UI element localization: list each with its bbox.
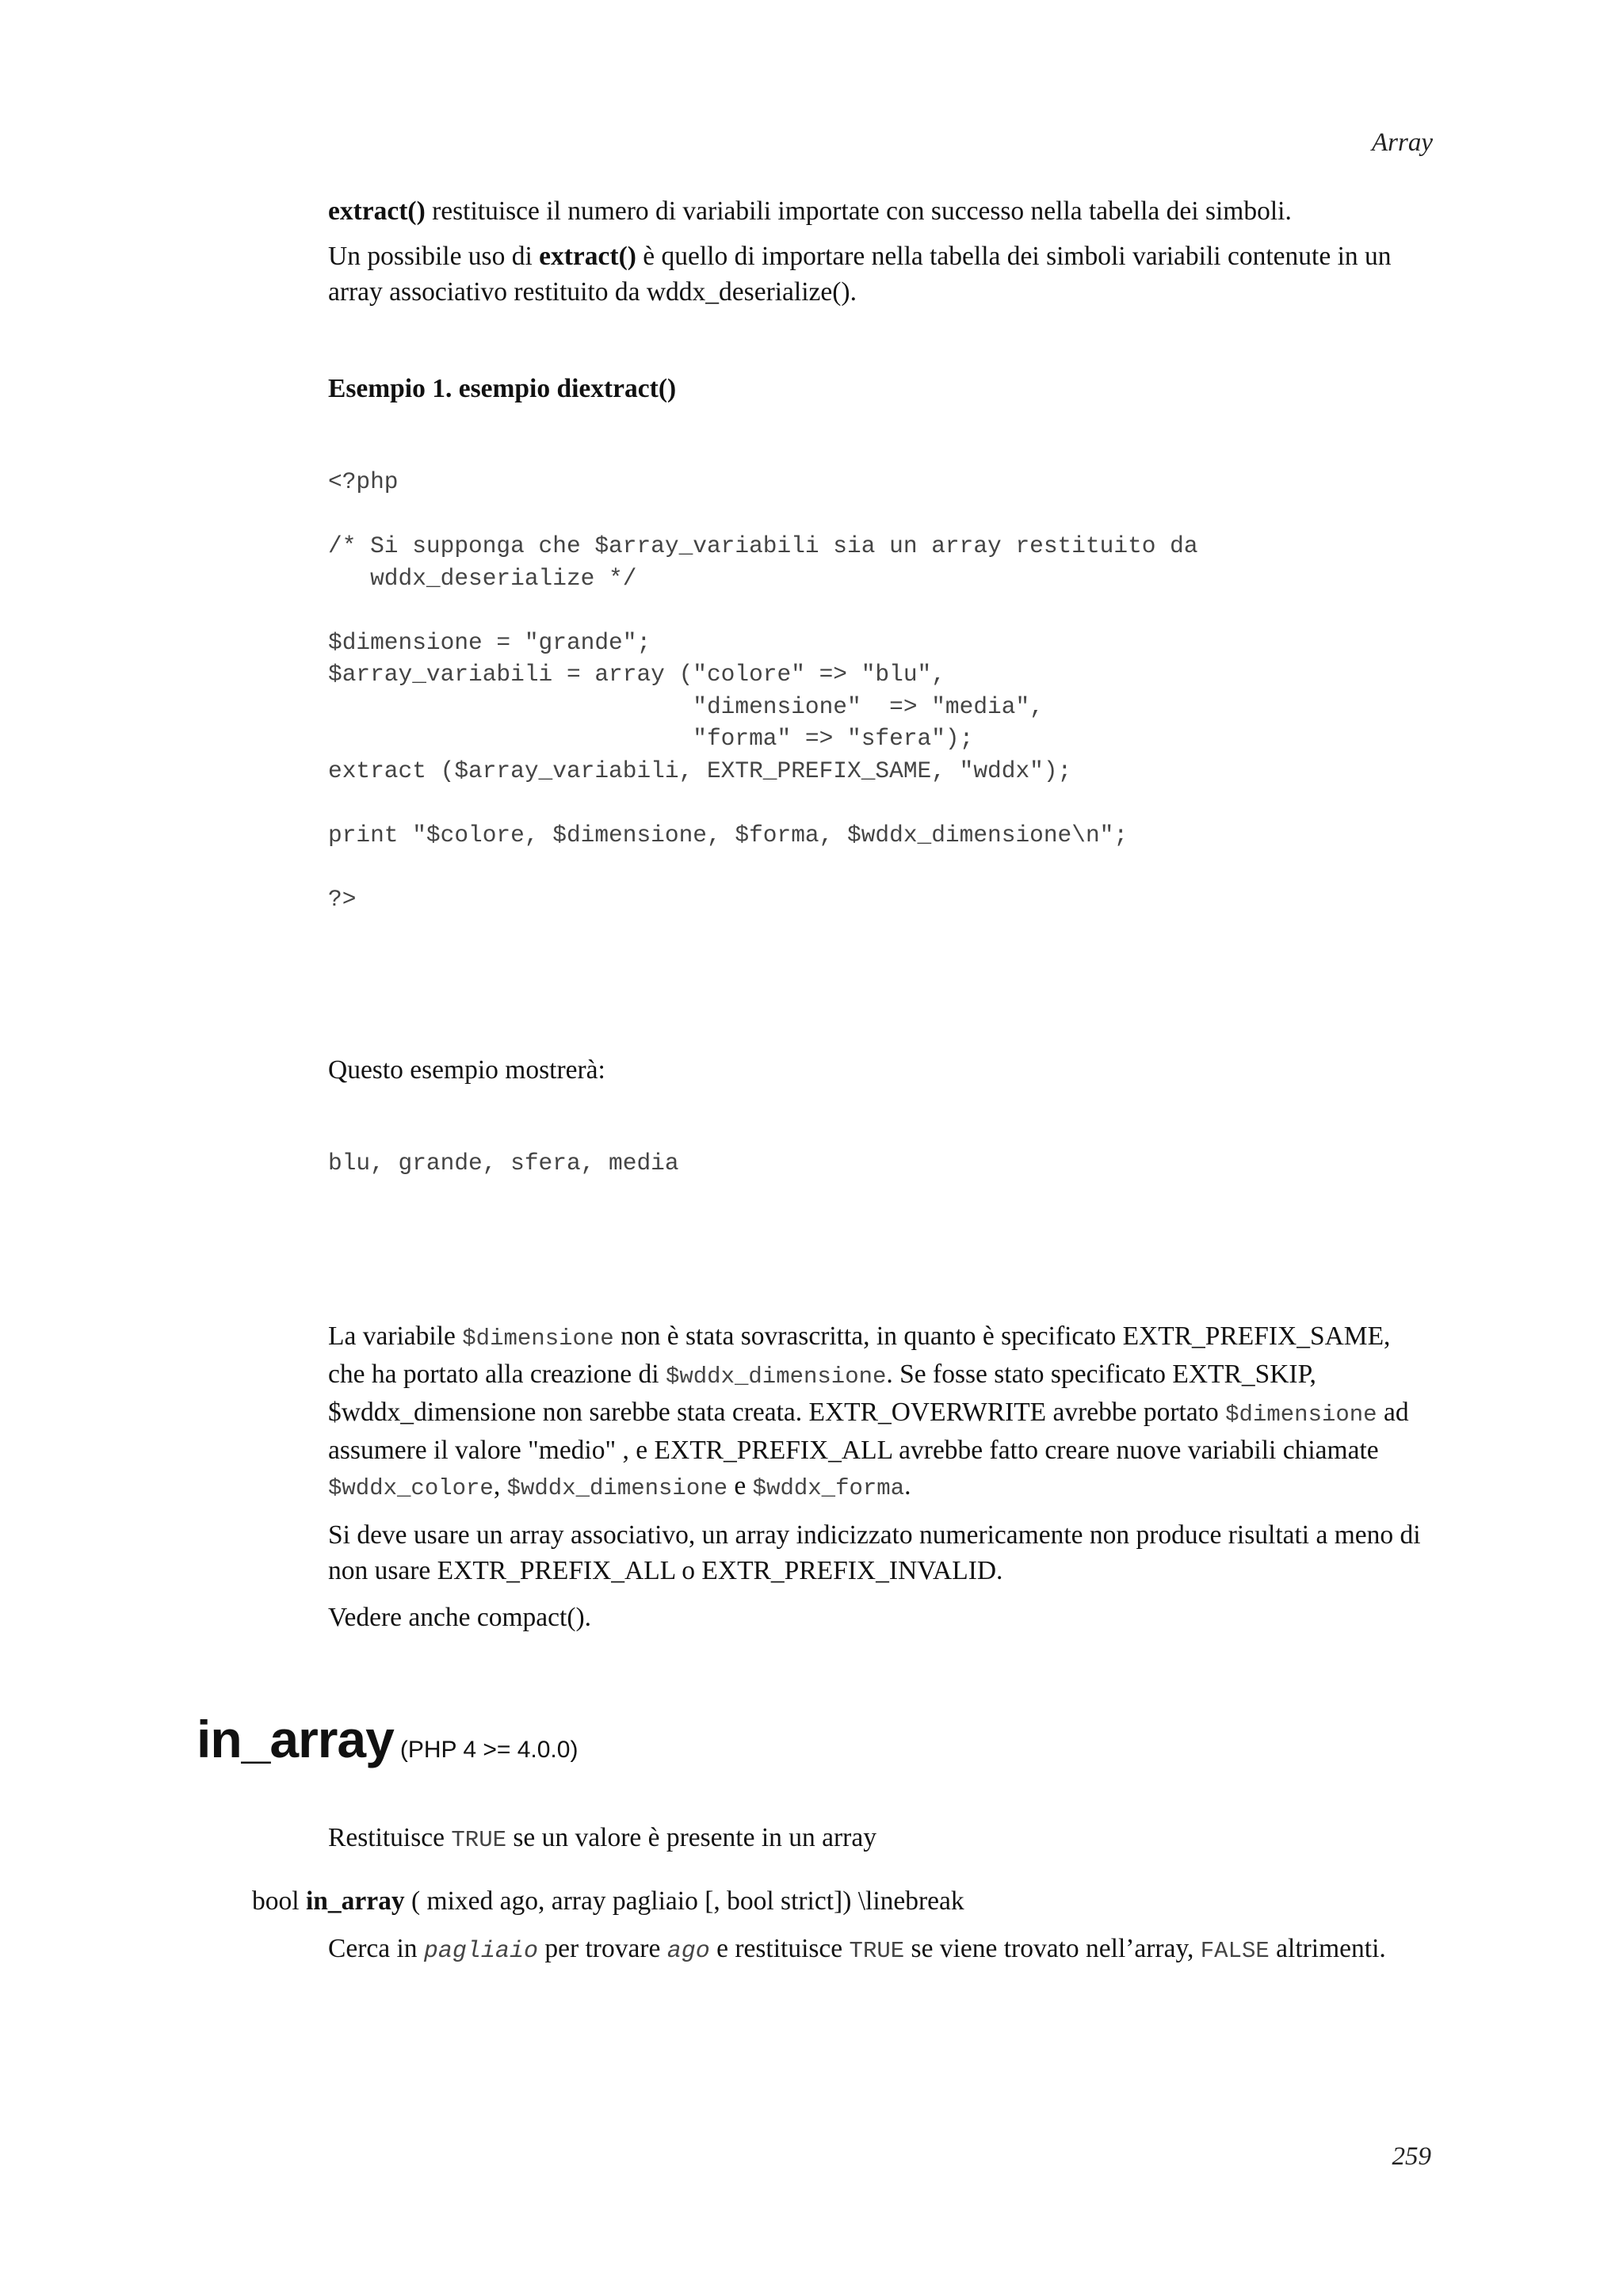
constant-code: TRUE xyxy=(849,1938,905,1964)
output-label: Questo esempio mostrerà: xyxy=(328,1055,605,1085)
running-header: Array xyxy=(1372,128,1433,157)
function-name: in_array xyxy=(305,1886,405,1916)
explanation-section xyxy=(328,1318,1430,1635)
section-title: in_array xyxy=(197,1710,394,1768)
variable-code: $wddx_dimensione xyxy=(665,1363,887,1390)
function-signature: bool in_array ( mixed ago, array pagliaio [, bool strict]) \linebreak xyxy=(252,1886,964,1916)
code-line: $dimensione = "grande"; xyxy=(328,628,651,656)
variable-code: $dimensione xyxy=(1225,1402,1377,1428)
constant-code: FALSE xyxy=(1200,1938,1270,1964)
parameter-name: pagliaio xyxy=(423,1938,538,1965)
function-summary: Restituisce TRUE se un valore è presente in un array xyxy=(328,1823,876,1853)
intro-section xyxy=(328,193,1430,310)
explanation-paragraph-1: La variabile $dimensione non è stata sovrascritta, in quanto è specificato EXTR_PREFIX_SAME, che ha portato alla creazione di $wddx_dimensione. Se fosse stato specificato EXTR_SKIP, $wddx_dimensione non sarebbe stata creata. EXTR_OVERWRITE avrebbe portato $dimensione ad assumere il valore "medio" , e EXTR_PREFIX_ALL avrebbe fatto creare nuove variabili chiamate $wddx_colore, $wddx_dimensione e $wddx_forma. xyxy=(328,1322,1409,1501)
variable-code: $wddx_dimensione xyxy=(506,1475,728,1501)
function-name: extract() xyxy=(328,196,426,226)
example-title: Esempio 1. esempio diextract() xyxy=(328,374,677,403)
output-text: blu, grande, sfera, media xyxy=(328,1150,679,1177)
function-name: extract() xyxy=(539,242,636,271)
intro-paragraph-1: extract() restituisce il numero di variabili importate con successo nella tabella dei simboli. xyxy=(328,196,1292,226)
explanation-paragraph-2: Si deve usare un array associativo, un array indicizzato numericamente non produce risultati a meno di non usare EXTR_PREFIX_ALL o EXTR_PREFIX_INVALID. xyxy=(328,1520,1421,1585)
parameter-name: ago xyxy=(666,1938,710,1965)
output-block xyxy=(328,1147,1430,1180)
code-line: "dimensione" => "media", xyxy=(328,692,1044,720)
page-number: 259 xyxy=(1392,2142,1431,2171)
code-line: ?> xyxy=(328,885,357,913)
code-line: /* Si supponga che $array_variabili sia un array restituito da xyxy=(328,532,1198,559)
function-description: Cerca in pagliaio per trovare ago e restituisce TRUE se viene trovato nell’array, FALSE altrimenti. xyxy=(328,1934,1386,1965)
see-also: Vedere anche compact(). xyxy=(328,1603,592,1632)
variable-code: $wddx_colore xyxy=(328,1475,494,1501)
code-line: print "$colore, $dimensione, $forma, $wddx_dimensione\n"; xyxy=(328,821,1128,849)
variable-code: $wddx_forma xyxy=(752,1475,905,1501)
constant-code: TRUE xyxy=(451,1827,507,1853)
code-listing xyxy=(328,466,1430,915)
variable-code: $dimensione xyxy=(462,1325,614,1352)
section-heading xyxy=(197,1709,578,1769)
code-line: extract ($array_variabili, EXTR_PREFIX_SAME, "wddx"); xyxy=(328,757,1072,784)
code-line: wddx_deserialize */ xyxy=(328,564,637,592)
code-line: <?php xyxy=(328,468,399,495)
intro-paragraph-2: Un possibile uso di extract() è quello di importare nella tabella dei simboli variabili contenute in un array associativo restituito da wddx_deserialize(). xyxy=(328,242,1392,307)
code-block xyxy=(328,466,1430,915)
version-note: (PHP 4 >= 4.0.0) xyxy=(399,1737,579,1763)
code-line: "forma" => "sfera"); xyxy=(328,725,974,752)
code-line: $array_variabili = array ("colore" => "blu", xyxy=(328,661,945,688)
